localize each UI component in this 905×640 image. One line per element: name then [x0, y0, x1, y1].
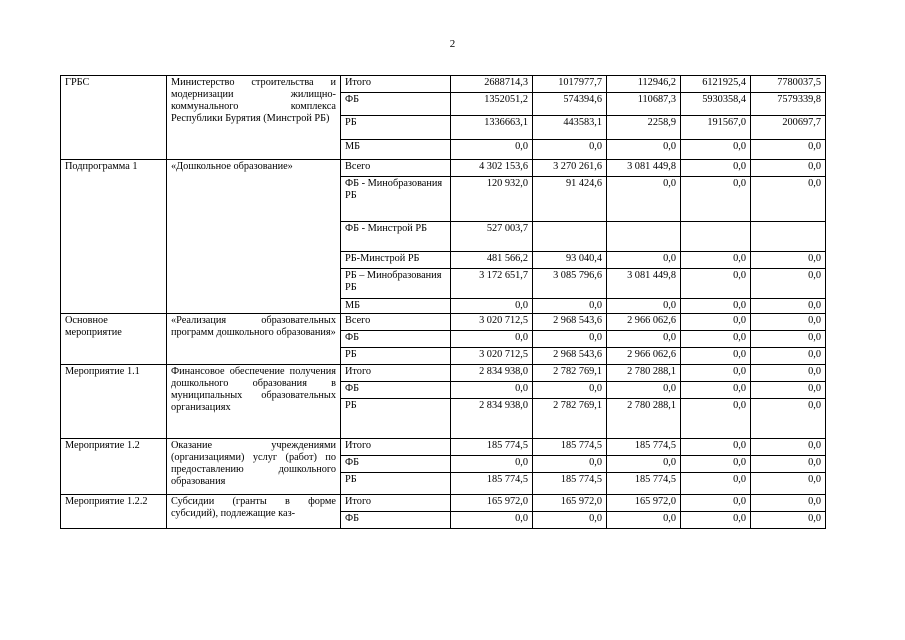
amount-cell: 185 774,5: [607, 439, 681, 456]
amount-cell: 481 566,2: [451, 252, 533, 269]
table-row: [61, 365, 826, 382]
funding-source-cell: РБ: [341, 473, 451, 495]
amount-cell: 3 081 449,8: [607, 160, 681, 177]
amount-cell: 574394,6: [533, 93, 607, 116]
funding-source-cell: ФБ - Минобразования РБ: [341, 177, 451, 222]
amount-cell: 2 782 769,1: [533, 365, 607, 382]
table-row: [61, 495, 826, 512]
amount-cell: 1352051,2: [451, 93, 533, 116]
amount-cell: 2688714,3: [451, 76, 533, 93]
amount-cell: 0,0: [607, 331, 681, 348]
amount-cell: [751, 222, 826, 252]
amount-cell: 0,0: [681, 399, 751, 439]
row-level-cell: Мероприятие 1.1: [61, 365, 167, 439]
funding-source-cell: Итого: [341, 495, 451, 512]
amount-cell: 0,0: [451, 331, 533, 348]
amount-cell: 3 270 261,6: [533, 160, 607, 177]
amount-cell: 0,0: [681, 177, 751, 222]
amount-cell: 2 780 288,1: [607, 399, 681, 439]
funding-source-cell: ФБ: [341, 456, 451, 473]
amount-cell: 3 020 712,5: [451, 348, 533, 365]
amount-cell: 0,0: [533, 140, 607, 160]
amount-cell: 120 932,0: [451, 177, 533, 222]
amount-cell: 0,0: [751, 177, 826, 222]
amount-cell: 0,0: [533, 331, 607, 348]
amount-cell: 0,0: [607, 456, 681, 473]
amount-cell: 200697,7: [751, 116, 826, 140]
amount-cell: 0,0: [681, 331, 751, 348]
funding-source-cell: Итого: [341, 439, 451, 456]
amount-cell: 185 774,5: [607, 473, 681, 495]
funding-source-cell: ФБ: [341, 512, 451, 529]
funding-source-cell: РБ: [341, 399, 451, 439]
amount-cell: 0,0: [751, 399, 826, 439]
amount-cell: 0,0: [751, 348, 826, 365]
row-description-cell: Оказание учреждениями (организациями) услуг (работ) по предоставлению дошкольного образования: [167, 439, 341, 495]
amount-cell: 165 972,0: [533, 495, 607, 512]
amount-cell: 5930358,4: [681, 93, 751, 116]
amount-cell: 0,0: [751, 299, 826, 314]
amount-cell: 0,0: [451, 140, 533, 160]
row-level-cell: Мероприятие 1.2: [61, 439, 167, 495]
amount-cell: 0,0: [681, 495, 751, 512]
row-level-cell: ГРБС: [61, 76, 167, 160]
amount-cell: 3 081 449,8: [607, 269, 681, 299]
amount-cell: [681, 222, 751, 252]
amount-cell: 165 972,0: [451, 495, 533, 512]
amount-cell: 191567,0: [681, 116, 751, 140]
amount-cell: 3 172 651,7: [451, 269, 533, 299]
row-description-cell: Субсидии (гранты в форме субсидий), подлежащие каз-: [167, 495, 341, 529]
amount-cell: [533, 222, 607, 252]
amount-cell: 0,0: [751, 269, 826, 299]
amount-cell: 0,0: [681, 456, 751, 473]
amount-cell: 2258,9: [607, 116, 681, 140]
amount-cell: 443583,1: [533, 116, 607, 140]
amount-cell: 0,0: [681, 439, 751, 456]
amount-cell: 0,0: [533, 512, 607, 529]
funding-source-cell: РБ: [341, 116, 451, 140]
amount-cell: 7579339,8: [751, 93, 826, 116]
amount-cell: 2 966 062,6: [607, 348, 681, 365]
amount-cell: 7780037,5: [751, 76, 826, 93]
amount-cell: 0,0: [751, 382, 826, 399]
amount-cell: 0,0: [607, 382, 681, 399]
table-row: [61, 76, 826, 93]
amount-cell: 0,0: [607, 140, 681, 160]
funding-source-cell: Всего: [341, 160, 451, 177]
amount-cell: 165 972,0: [607, 495, 681, 512]
amount-cell: 110687,3: [607, 93, 681, 116]
amount-cell: 0,0: [451, 456, 533, 473]
amount-cell: 0,0: [751, 365, 826, 382]
table-row: [61, 439, 826, 456]
amount-cell: 0,0: [533, 456, 607, 473]
amount-cell: 0,0: [607, 252, 681, 269]
amount-cell: 185 774,5: [451, 439, 533, 456]
amount-cell: 1017977,7: [533, 76, 607, 93]
funding-source-cell: ФБ - Минстрой РБ: [341, 222, 451, 252]
amount-cell: 2 966 062,6: [607, 314, 681, 331]
amount-cell: [607, 222, 681, 252]
amount-cell: 527 003,7: [451, 222, 533, 252]
amount-cell: 3 020 712,5: [451, 314, 533, 331]
amount-cell: 2 834 938,0: [451, 365, 533, 382]
amount-cell: 2 780 288,1: [607, 365, 681, 382]
amount-cell: 0,0: [751, 331, 826, 348]
amount-cell: 0,0: [451, 512, 533, 529]
amount-cell: 0,0: [751, 252, 826, 269]
amount-cell: 1336663,1: [451, 116, 533, 140]
table-row: [61, 160, 826, 177]
amount-cell: 0,0: [751, 140, 826, 160]
amount-cell: 0,0: [533, 382, 607, 399]
row-description-cell: «Дошкольное образование»: [167, 160, 341, 314]
amount-cell: 185 774,5: [451, 473, 533, 495]
amount-cell: 0,0: [607, 299, 681, 314]
funding-source-cell: ФБ: [341, 93, 451, 116]
amount-cell: 0,0: [681, 140, 751, 160]
amount-cell: 0,0: [533, 299, 607, 314]
amount-cell: 0,0: [751, 473, 826, 495]
financing-table: [60, 75, 826, 529]
amount-cell: 0,0: [681, 382, 751, 399]
table-row: [61, 314, 826, 331]
funding-source-cell: РБ: [341, 348, 451, 365]
amount-cell: 0,0: [751, 456, 826, 473]
amount-cell: 0,0: [751, 314, 826, 331]
funding-source-cell: Итого: [341, 365, 451, 382]
funding-source-cell: Итого: [341, 76, 451, 93]
amount-cell: 0,0: [681, 512, 751, 529]
amount-cell: 0,0: [607, 512, 681, 529]
row-description-cell: «Реализация образовательных программ дошкольного образования»: [167, 314, 341, 365]
amount-cell: 185 774,5: [533, 473, 607, 495]
row-description-cell: Финансовое обеспечение получения дошкольного образования в муниципальных образовательных организациях: [167, 365, 341, 439]
amount-cell: 0,0: [681, 252, 751, 269]
amount-cell: 0,0: [751, 495, 826, 512]
funding-source-cell: ФБ: [341, 331, 451, 348]
row-level-cell: Подпрограмма 1: [61, 160, 167, 314]
amount-cell: 0,0: [681, 473, 751, 495]
amount-cell: 4 302 153,6: [451, 160, 533, 177]
amount-cell: 91 424,6: [533, 177, 607, 222]
amount-cell: 93 040,4: [533, 252, 607, 269]
amount-cell: 0,0: [681, 365, 751, 382]
amount-cell: 0,0: [751, 160, 826, 177]
amount-cell: 2 968 543,6: [533, 314, 607, 331]
funding-source-cell: ФБ: [341, 382, 451, 399]
amount-cell: 112946,2: [607, 76, 681, 93]
amount-cell: 0,0: [751, 439, 826, 456]
row-description-cell: Министерство строительства и модернизации жилищно-коммунального комплекса Республики Бурятия (Минстрой РБ): [167, 76, 341, 160]
amount-cell: 2 834 938,0: [451, 399, 533, 439]
amount-cell: 2 782 769,1: [533, 399, 607, 439]
amount-cell: 0,0: [451, 299, 533, 314]
amount-cell: 0,0: [681, 269, 751, 299]
amount-cell: 185 774,5: [533, 439, 607, 456]
funding-source-cell: МБ: [341, 299, 451, 314]
amount-cell: 0,0: [681, 348, 751, 365]
row-level-cell: Основное мероприятие: [61, 314, 167, 365]
amount-cell: 0,0: [681, 299, 751, 314]
amount-cell: 3 085 796,6: [533, 269, 607, 299]
amount-cell: 0,0: [607, 177, 681, 222]
amount-cell: 0,0: [751, 512, 826, 529]
funding-source-cell: РБ-Минстрой РБ: [341, 252, 451, 269]
funding-source-cell: МБ: [341, 140, 451, 160]
page-number: 2: [449, 38, 456, 50]
amount-cell: 2 968 543,6: [533, 348, 607, 365]
funding-source-cell: Всего: [341, 314, 451, 331]
amount-cell: 6121925,4: [681, 76, 751, 93]
funding-source-cell: РБ – Минобразования РБ: [341, 269, 451, 299]
amount-cell: 0,0: [681, 314, 751, 331]
row-level-cell: Мероприятие 1.2.2: [61, 495, 167, 529]
amount-cell: 0,0: [681, 160, 751, 177]
amount-cell: 0,0: [451, 382, 533, 399]
